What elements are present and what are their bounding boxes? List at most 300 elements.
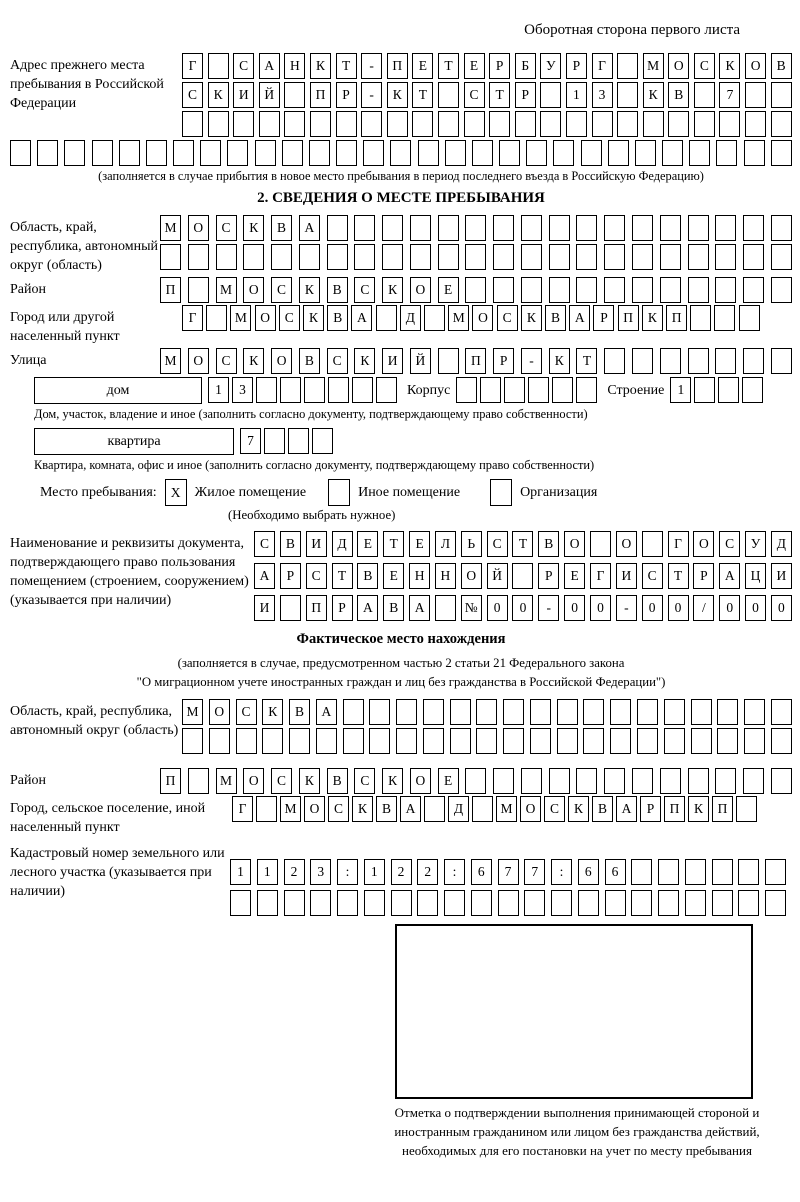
- char-box[interactable]: [631, 859, 652, 885]
- char-box[interactable]: О: [745, 53, 766, 79]
- char-box[interactable]: 0: [487, 595, 508, 621]
- char-box[interactable]: 0: [564, 595, 585, 621]
- char-box[interactable]: [256, 377, 277, 403]
- checkbox-residential-premises[interactable]: X: [165, 479, 187, 506]
- char-box[interactable]: [743, 277, 764, 303]
- char-box[interactable]: [688, 244, 709, 270]
- char-box[interactable]: К: [382, 768, 403, 794]
- char-box[interactable]: К: [208, 82, 229, 108]
- char-box[interactable]: [64, 140, 85, 166]
- char-box[interactable]: [521, 768, 542, 794]
- char-box[interactable]: 3: [232, 377, 253, 403]
- char-box[interactable]: М: [448, 305, 469, 331]
- char-box[interactable]: Д: [332, 531, 353, 557]
- char-box[interactable]: [604, 348, 625, 374]
- char-box[interactable]: [445, 140, 466, 166]
- char-box[interactable]: [643, 111, 664, 137]
- char-box[interactable]: [658, 890, 679, 916]
- char-box[interactable]: [208, 53, 229, 79]
- char-box[interactable]: И: [382, 348, 403, 374]
- char-box[interactable]: [771, 768, 792, 794]
- char-box[interactable]: 0: [668, 595, 689, 621]
- char-box[interactable]: 1: [566, 82, 587, 108]
- char-box[interactable]: [471, 890, 492, 916]
- char-box[interactable]: С: [182, 82, 203, 108]
- char-box[interactable]: [521, 215, 542, 241]
- char-box[interactable]: [576, 377, 597, 403]
- char-box[interactable]: [632, 277, 653, 303]
- char-box[interactable]: [396, 699, 417, 725]
- char-box[interactable]: [410, 244, 431, 270]
- char-box[interactable]: [715, 348, 736, 374]
- char-box[interactable]: О: [693, 531, 714, 557]
- char-box[interactable]: [632, 215, 653, 241]
- char-box[interactable]: [617, 111, 638, 137]
- char-box[interactable]: М: [160, 215, 181, 241]
- char-box[interactable]: [631, 890, 652, 916]
- char-box[interactable]: [465, 277, 486, 303]
- char-box[interactable]: Н: [435, 563, 456, 589]
- char-box[interactable]: [604, 215, 625, 241]
- char-box[interactable]: [604, 277, 625, 303]
- char-box[interactable]: [610, 699, 631, 725]
- char-box[interactable]: -: [538, 595, 559, 621]
- char-box[interactable]: [743, 215, 764, 241]
- char-box[interactable]: И: [306, 531, 327, 557]
- char-box[interactable]: К: [521, 305, 542, 331]
- char-box[interactable]: О: [271, 348, 292, 374]
- char-box[interactable]: [376, 305, 397, 331]
- char-box[interactable]: [576, 768, 597, 794]
- char-box[interactable]: Р: [538, 563, 559, 589]
- char-box[interactable]: [271, 244, 292, 270]
- char-box[interactable]: [688, 348, 709, 374]
- char-box[interactable]: А: [351, 305, 372, 331]
- char-box[interactable]: [188, 244, 209, 270]
- char-box[interactable]: О: [616, 531, 637, 557]
- char-box[interactable]: Н: [284, 53, 305, 79]
- char-box[interactable]: С: [216, 348, 237, 374]
- char-box[interactable]: [259, 111, 280, 137]
- char-box[interactable]: [489, 111, 510, 137]
- char-box[interactable]: [284, 111, 305, 137]
- char-box[interactable]: С: [464, 82, 485, 108]
- char-box[interactable]: 2: [284, 859, 305, 885]
- char-box[interactable]: К: [354, 348, 375, 374]
- char-box[interactable]: 7: [719, 82, 740, 108]
- char-box[interactable]: 6: [578, 859, 599, 885]
- char-box[interactable]: [771, 82, 792, 108]
- char-box[interactable]: Р: [493, 348, 514, 374]
- char-box[interactable]: И: [616, 563, 637, 589]
- char-box[interactable]: С: [694, 53, 715, 79]
- char-box[interactable]: В: [299, 348, 320, 374]
- char-box[interactable]: К: [310, 53, 331, 79]
- char-box[interactable]: В: [357, 563, 378, 589]
- char-box[interactable]: Г: [232, 796, 253, 822]
- char-box[interactable]: [715, 215, 736, 241]
- char-box[interactable]: [664, 728, 685, 754]
- char-box[interactable]: [688, 277, 709, 303]
- char-box[interactable]: [289, 728, 310, 754]
- char-box[interactable]: [206, 305, 227, 331]
- char-box[interactable]: [435, 595, 456, 621]
- char-box[interactable]: [369, 699, 390, 725]
- char-box[interactable]: /: [693, 595, 714, 621]
- char-box[interactable]: [410, 215, 431, 241]
- char-box[interactable]: К: [262, 699, 283, 725]
- char-box[interactable]: Р: [489, 53, 510, 79]
- char-box[interactable]: П: [306, 595, 327, 621]
- char-box[interactable]: [382, 215, 403, 241]
- char-box[interactable]: [480, 377, 501, 403]
- char-box[interactable]: Й: [410, 348, 431, 374]
- char-box[interactable]: [257, 890, 278, 916]
- char-box[interactable]: 0: [590, 595, 611, 621]
- char-box[interactable]: Е: [564, 563, 585, 589]
- char-box[interactable]: П: [712, 796, 733, 822]
- char-box[interactable]: [299, 244, 320, 270]
- char-box[interactable]: [382, 244, 403, 270]
- char-box[interactable]: [230, 890, 251, 916]
- char-box[interactable]: Б: [515, 53, 536, 79]
- char-box[interactable]: В: [327, 768, 348, 794]
- char-box[interactable]: К: [243, 215, 264, 241]
- char-box[interactable]: С: [271, 768, 292, 794]
- char-box[interactable]: [604, 244, 625, 270]
- char-box[interactable]: 3: [310, 859, 331, 885]
- char-box[interactable]: 1: [257, 859, 278, 885]
- char-box[interactable]: [557, 699, 578, 725]
- char-box[interactable]: [743, 348, 764, 374]
- char-box[interactable]: [255, 140, 276, 166]
- char-box[interactable]: [37, 140, 58, 166]
- char-box[interactable]: О: [461, 563, 482, 589]
- char-box[interactable]: [465, 215, 486, 241]
- char-box[interactable]: [617, 82, 638, 108]
- char-box[interactable]: [327, 244, 348, 270]
- char-box[interactable]: [549, 244, 570, 270]
- char-box[interactable]: [396, 728, 417, 754]
- char-box[interactable]: [771, 728, 792, 754]
- char-box[interactable]: [493, 215, 514, 241]
- char-box[interactable]: [526, 140, 547, 166]
- char-box[interactable]: [765, 890, 786, 916]
- char-box[interactable]: [694, 111, 715, 137]
- char-box[interactable]: [660, 215, 681, 241]
- char-box[interactable]: К: [642, 305, 663, 331]
- char-box[interactable]: С: [497, 305, 518, 331]
- char-box[interactable]: [354, 215, 375, 241]
- char-box[interactable]: А: [316, 699, 337, 725]
- char-box[interactable]: П: [160, 768, 181, 794]
- char-box[interactable]: [364, 890, 385, 916]
- char-box[interactable]: Й: [259, 82, 280, 108]
- char-box[interactable]: К: [568, 796, 589, 822]
- char-box[interactable]: В: [771, 53, 792, 79]
- char-box[interactable]: С: [719, 531, 740, 557]
- char-box[interactable]: [660, 348, 681, 374]
- char-box[interactable]: [578, 890, 599, 916]
- char-box[interactable]: 0: [771, 595, 792, 621]
- char-box[interactable]: [694, 82, 715, 108]
- checkbox-organization[interactable]: [490, 479, 512, 506]
- char-box[interactable]: [745, 82, 766, 108]
- char-box[interactable]: Ц: [745, 563, 766, 589]
- char-box[interactable]: Е: [438, 768, 459, 794]
- char-box[interactable]: [662, 140, 683, 166]
- char-box[interactable]: [610, 728, 631, 754]
- char-box[interactable]: [438, 244, 459, 270]
- char-box[interactable]: [592, 111, 613, 137]
- char-box[interactable]: А: [569, 305, 590, 331]
- char-box[interactable]: [327, 215, 348, 241]
- char-box[interactable]: С: [279, 305, 300, 331]
- char-box[interactable]: :: [551, 859, 572, 885]
- char-box[interactable]: [717, 728, 738, 754]
- char-box[interactable]: [503, 728, 524, 754]
- char-box[interactable]: [637, 728, 658, 754]
- char-box[interactable]: [744, 140, 765, 166]
- char-box[interactable]: [354, 244, 375, 270]
- char-box[interactable]: С: [544, 796, 565, 822]
- char-box[interactable]: Д: [400, 305, 421, 331]
- char-box[interactable]: [10, 140, 31, 166]
- char-box[interactable]: [280, 595, 301, 621]
- char-box[interactable]: Г: [182, 305, 203, 331]
- char-box[interactable]: [310, 111, 331, 137]
- char-box[interactable]: А: [400, 796, 421, 822]
- char-box[interactable]: [498, 890, 519, 916]
- char-box[interactable]: О: [255, 305, 276, 331]
- char-box[interactable]: Г: [182, 53, 203, 79]
- char-box[interactable]: [689, 140, 710, 166]
- char-box[interactable]: [188, 277, 209, 303]
- char-box[interactable]: 6: [605, 859, 626, 885]
- char-box[interactable]: [369, 728, 390, 754]
- char-box[interactable]: И: [233, 82, 254, 108]
- char-box[interactable]: [771, 244, 792, 270]
- char-box[interactable]: М: [230, 305, 251, 331]
- char-box[interactable]: С: [327, 348, 348, 374]
- char-box[interactable]: [450, 728, 471, 754]
- char-box[interactable]: Е: [409, 531, 430, 557]
- char-box[interactable]: Е: [438, 277, 459, 303]
- char-box[interactable]: [685, 890, 706, 916]
- char-box[interactable]: М: [216, 277, 237, 303]
- char-box[interactable]: [632, 244, 653, 270]
- char-box[interactable]: [691, 728, 712, 754]
- char-box[interactable]: Т: [336, 53, 357, 79]
- char-box[interactable]: В: [668, 82, 689, 108]
- char-box[interactable]: [444, 890, 465, 916]
- char-box[interactable]: 1: [208, 377, 229, 403]
- char-box[interactable]: У: [540, 53, 561, 79]
- char-box[interactable]: С: [254, 531, 275, 557]
- char-box[interactable]: С: [216, 215, 237, 241]
- char-box[interactable]: 6: [471, 859, 492, 885]
- char-box[interactable]: 0: [642, 595, 663, 621]
- char-box[interactable]: [771, 215, 792, 241]
- char-box[interactable]: М: [643, 53, 664, 79]
- char-box[interactable]: М: [496, 796, 517, 822]
- char-box[interactable]: [515, 111, 536, 137]
- char-box[interactable]: [284, 890, 305, 916]
- char-box[interactable]: 2: [417, 859, 438, 885]
- char-box[interactable]: П: [465, 348, 486, 374]
- char-box[interactable]: О: [188, 215, 209, 241]
- char-box[interactable]: [658, 859, 679, 885]
- char-box[interactable]: -: [361, 82, 382, 108]
- char-box[interactable]: Г: [592, 53, 613, 79]
- char-box[interactable]: В: [538, 531, 559, 557]
- apartment-type-box[interactable]: квартира: [34, 428, 234, 455]
- char-box[interactable]: 1: [230, 859, 251, 885]
- char-box[interactable]: С: [233, 53, 254, 79]
- char-box[interactable]: Г: [590, 563, 611, 589]
- char-box[interactable]: О: [410, 768, 431, 794]
- char-box[interactable]: В: [289, 699, 310, 725]
- char-box[interactable]: Ь: [461, 531, 482, 557]
- char-box[interactable]: [566, 111, 587, 137]
- char-box[interactable]: [521, 244, 542, 270]
- char-box[interactable]: Т: [383, 531, 404, 557]
- char-box[interactable]: [503, 699, 524, 725]
- char-box[interactable]: [336, 140, 357, 166]
- char-box[interactable]: [304, 377, 325, 403]
- char-box[interactable]: [417, 890, 438, 916]
- char-box[interactable]: А: [357, 595, 378, 621]
- char-box[interactable]: [472, 796, 493, 822]
- char-box[interactable]: [160, 244, 181, 270]
- char-box[interactable]: П: [664, 796, 685, 822]
- char-box[interactable]: Т: [668, 563, 689, 589]
- char-box[interactable]: [92, 140, 113, 166]
- char-box[interactable]: [743, 768, 764, 794]
- char-box[interactable]: [464, 111, 485, 137]
- char-box[interactable]: [209, 728, 230, 754]
- char-box[interactable]: [423, 728, 444, 754]
- char-box[interactable]: К: [299, 768, 320, 794]
- char-box[interactable]: 2: [391, 859, 412, 885]
- char-box[interactable]: [715, 768, 736, 794]
- char-box[interactable]: [552, 377, 573, 403]
- char-box[interactable]: [182, 111, 203, 137]
- char-box[interactable]: [352, 377, 373, 403]
- house-type-box[interactable]: дом: [34, 377, 202, 404]
- char-box[interactable]: Е: [412, 53, 433, 79]
- char-box[interactable]: [119, 140, 140, 166]
- char-box[interactable]: А: [259, 53, 280, 79]
- char-box[interactable]: -: [521, 348, 542, 374]
- char-box[interactable]: Т: [438, 53, 459, 79]
- char-box[interactable]: В: [327, 305, 348, 331]
- char-box[interactable]: [282, 140, 303, 166]
- char-box[interactable]: К: [688, 796, 709, 822]
- char-box[interactable]: [361, 111, 382, 137]
- char-box[interactable]: №: [461, 595, 482, 621]
- char-box[interactable]: [771, 277, 792, 303]
- char-box[interactable]: [450, 699, 471, 725]
- char-box[interactable]: [512, 563, 533, 589]
- char-box[interactable]: [256, 796, 277, 822]
- char-box[interactable]: [745, 111, 766, 137]
- char-box[interactable]: Г: [668, 531, 689, 557]
- char-box[interactable]: О: [564, 531, 585, 557]
- char-box[interactable]: С: [354, 768, 375, 794]
- char-box[interactable]: М: [280, 796, 301, 822]
- char-box[interactable]: [715, 244, 736, 270]
- char-box[interactable]: [549, 215, 570, 241]
- char-box[interactable]: [390, 140, 411, 166]
- char-box[interactable]: И: [254, 595, 275, 621]
- char-box[interactable]: С: [236, 699, 257, 725]
- char-box[interactable]: [771, 348, 792, 374]
- char-box[interactable]: [771, 140, 792, 166]
- char-box[interactable]: [688, 768, 709, 794]
- char-box[interactable]: К: [243, 348, 264, 374]
- char-box[interactable]: Р: [693, 563, 714, 589]
- char-box[interactable]: [739, 305, 760, 331]
- char-box[interactable]: О: [209, 699, 230, 725]
- char-box[interactable]: [712, 890, 733, 916]
- char-box[interactable]: И: [771, 563, 792, 589]
- char-box[interactable]: 7: [498, 859, 519, 885]
- char-box[interactable]: [328, 377, 349, 403]
- char-box[interactable]: О: [472, 305, 493, 331]
- char-box[interactable]: -: [361, 53, 382, 79]
- char-box[interactable]: [493, 768, 514, 794]
- char-box[interactable]: А: [409, 595, 430, 621]
- char-box[interactable]: [660, 768, 681, 794]
- char-box[interactable]: [691, 699, 712, 725]
- char-box[interactable]: [309, 140, 330, 166]
- char-box[interactable]: Т: [576, 348, 597, 374]
- char-box[interactable]: К: [549, 348, 570, 374]
- char-box[interactable]: С: [642, 563, 663, 589]
- char-box[interactable]: [718, 377, 739, 403]
- char-box[interactable]: [146, 140, 167, 166]
- char-box[interactable]: [690, 305, 711, 331]
- char-box[interactable]: 3: [592, 82, 613, 108]
- char-box[interactable]: [540, 111, 561, 137]
- char-box[interactable]: [549, 277, 570, 303]
- char-box[interactable]: [493, 277, 514, 303]
- char-box[interactable]: К: [719, 53, 740, 79]
- char-box[interactable]: :: [444, 859, 465, 885]
- char-box[interactable]: [632, 348, 653, 374]
- char-box[interactable]: К: [299, 277, 320, 303]
- char-box[interactable]: А: [254, 563, 275, 589]
- char-box[interactable]: [337, 890, 358, 916]
- char-box[interactable]: [499, 140, 520, 166]
- char-box[interactable]: О: [243, 768, 264, 794]
- char-box[interactable]: -: [616, 595, 637, 621]
- char-box[interactable]: [617, 53, 638, 79]
- char-box[interactable]: [714, 305, 735, 331]
- char-box[interactable]: [312, 428, 333, 454]
- char-box[interactable]: [551, 890, 572, 916]
- char-box[interactable]: [476, 699, 497, 725]
- char-box[interactable]: [343, 728, 364, 754]
- char-box[interactable]: Р: [336, 82, 357, 108]
- char-box[interactable]: 1: [670, 377, 691, 403]
- char-box[interactable]: [208, 111, 229, 137]
- char-box[interactable]: [182, 728, 203, 754]
- char-box[interactable]: Й: [487, 563, 508, 589]
- char-box[interactable]: 0: [745, 595, 766, 621]
- char-box[interactable]: [173, 140, 194, 166]
